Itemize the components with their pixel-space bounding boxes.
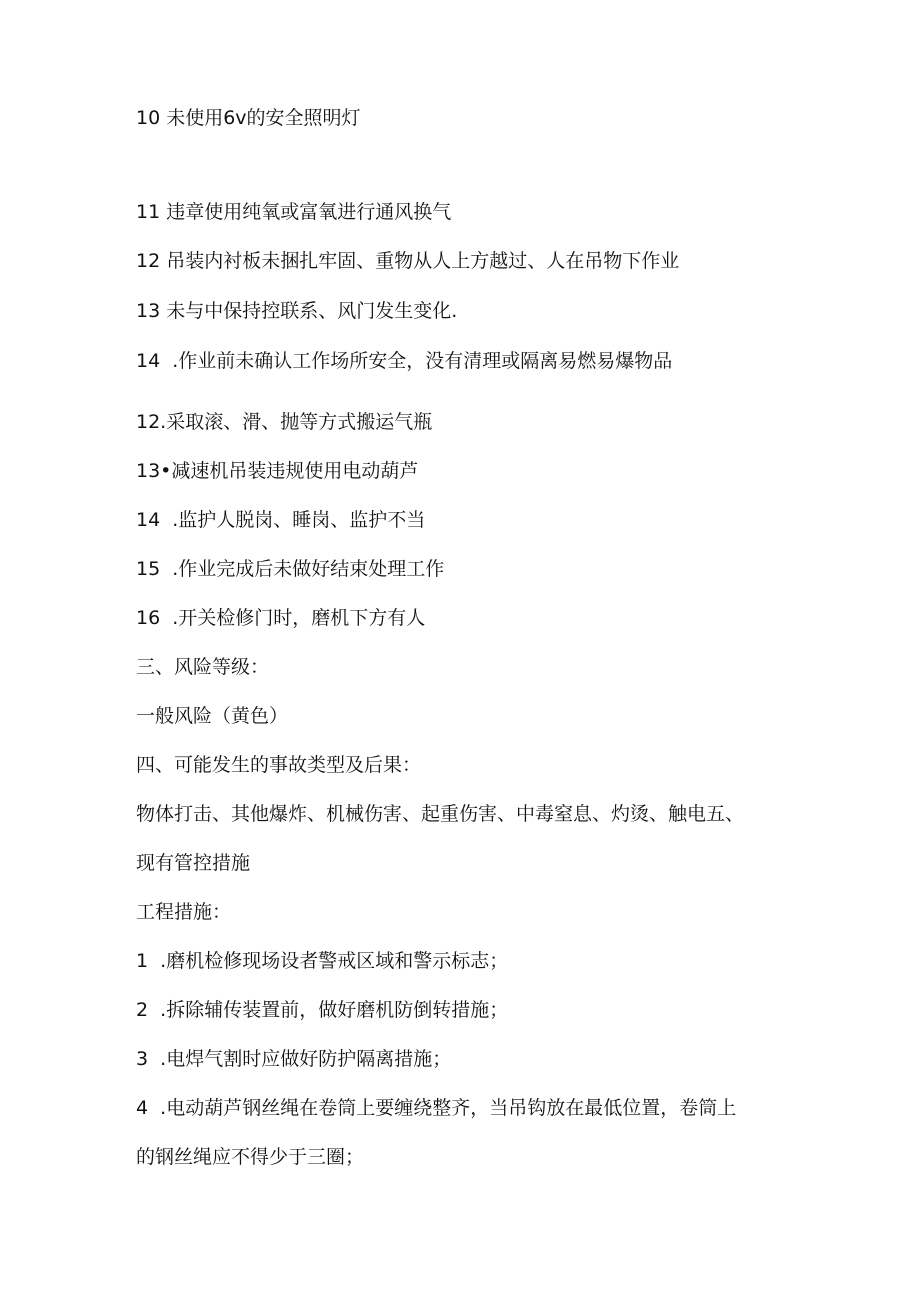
text-line: 11 违章使用纯氧或富氧进行通风换气 bbox=[136, 201, 452, 223]
section-heading: 四、可能发生的事故类型及后果： bbox=[136, 754, 422, 776]
subsection-heading: 工程措施： bbox=[136, 901, 232, 923]
text-line: 13 未与中保持控联系、风门发生变化. bbox=[136, 300, 458, 322]
text-line: 2 .拆除辅传装置前，做好磨机防倒转措施； bbox=[136, 999, 509, 1021]
text-line: 1 .磨机检修现场设者警戒区域和警示标志； bbox=[136, 950, 509, 972]
text-line: 12 吊装内衬板未捆扎牢固、重物从人上方越过、人在吊物下作业 bbox=[136, 250, 680, 272]
text-line: 15 .作业完成后未做好结束处理工作 bbox=[136, 558, 445, 580]
text-line: 4 .电动葫芦钢丝绳在卷筒上要缠绕整齐，当吊钩放在最低位置，卷筒上 bbox=[136, 1097, 737, 1119]
text-line: 12.采取滚、滑、抛等方式搬运气瓶 bbox=[136, 411, 433, 433]
section-heading: 三、风险等级： bbox=[136, 656, 270, 678]
text-line: 物体打击、其他爆炸、机械伤害、起重伤害、中毒窒息、灼烫、触电五、 bbox=[136, 803, 745, 825]
text-line: 10 未使用6v的安全照明灯 bbox=[136, 107, 361, 129]
text-line: 的钢丝绳应不得少于三圈； bbox=[136, 1146, 365, 1168]
text-line: 13•减速机吊装违规使用电动葫芦 bbox=[136, 460, 419, 482]
text-line: 14 .作业前未确认工作场所安全，没有清理或隔离易燃易爆物品 bbox=[136, 350, 673, 372]
text-line: 3 .电焊气割时应做好防护隔离措施； bbox=[136, 1048, 452, 1070]
text-line: 14 .监护人脱岗、睡岗、监护不当 bbox=[136, 509, 426, 531]
section-heading: 现有管控措施 bbox=[136, 852, 251, 874]
text-line: 一般风险（黄色） bbox=[136, 705, 289, 727]
text-line: 16 .开关检修门时，磨机下方有人 bbox=[136, 607, 426, 629]
